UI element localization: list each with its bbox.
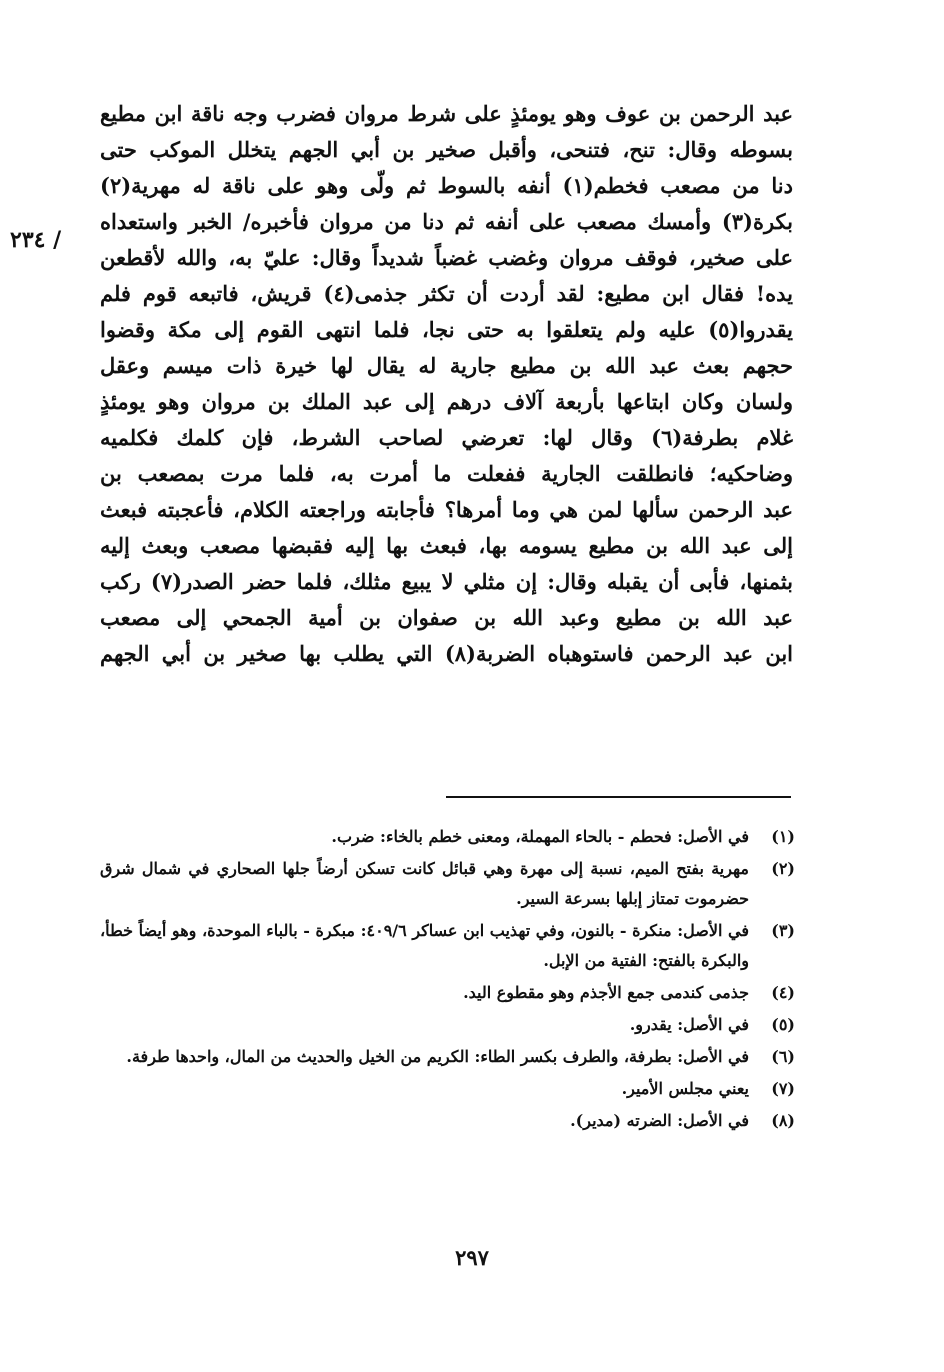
footnote-item (100, 1042, 795, 1072)
footnote-text: في الأصل: فحطم - بالحاء المهملة، ومعنى خطم بالخاء: ضرب. (331, 827, 749, 846)
footnote-item (100, 916, 795, 976)
text-line: بكرة(٣) وأمسك مصعب على أنفه ثم دنا من مروان فأخبره/ الخبر واستعداه (100, 209, 793, 234)
text-line: غلام بطرفة(٦) وقال لها: تعرضي لصاحب الشرط، فإن كلمك فكلميه (100, 425, 793, 450)
footnote-item (100, 822, 795, 852)
text-line: بثمنها، فأبى أن يقبله وقال: إن مثلي لا يبيع مثلك، فلما حضر الصدر(٧) ركب (100, 569, 793, 594)
footnote-item (100, 1074, 795, 1104)
text-line: ابن عبد الرحمن فاستوهباه الضربة(٨) التي يطلب بها صخير بن أبي الجهم (100, 641, 793, 666)
footnote-text: يعني مجلس الأمير. (621, 1079, 749, 1098)
footnote-number: (٨) (771, 1111, 795, 1130)
footnote-item (100, 854, 795, 914)
margin-page-reference: / ٢٣٤ (10, 227, 62, 253)
text-line: على صخير، فوقف مروان وغضب غضباً شديداً وقال: عليّ به، والله لأقطعن (100, 245, 793, 270)
footnote-number: (٢) (771, 859, 795, 878)
footnote-number: (٥) (771, 1015, 795, 1034)
footnote-divider (446, 796, 791, 798)
footnote-number: (٣) (771, 921, 795, 940)
text-line: دنا من مصعب فخطم(١) أنفه بالسوط ثم ولّى وهو على ناقة له مهرية(٢) (100, 173, 793, 198)
text-line: حجهم بعث عبد الله بن مطيع جارية له يقال لها خيرة ذات ميسم وعقل (100, 353, 793, 378)
page-number: ٢٩٧ (455, 1245, 489, 1270)
text-line: إلى عبد الله بن مطيع يسومه بها، فبعث بها إليه فقبضها مصعب وبعث إليه (100, 533, 793, 558)
footnote-item (100, 1010, 795, 1040)
text-line: يقدروا(٥) عليه ولم يتعلقوا به حتى نجا، فلما انتهى القوم إلى مكة وقضوا (100, 317, 793, 342)
footnote-item (100, 1106, 795, 1136)
footnote-number: (٦) (771, 1047, 795, 1066)
text-line: يده! فقال ابن مطيع: لقد أردت أن تكثر جذمى(٤) قريش، فاتبعه قوم فلم (100, 281, 793, 306)
footnote-number: (٤) (771, 983, 795, 1002)
text-line: عبد الله بن مطيع وعبد الله بن صفوان بن أمية الجمحي إلى مصعب (100, 605, 793, 630)
footnotes-block (100, 822, 795, 1138)
footnote-text: جذمى كندمى جمع الأجذم وهو مقطوع اليد. (463, 983, 749, 1002)
text-line: وضاحكيه؛ فانطلقت الجارية ففعلت ما أمرت به، فلما مرت بمصعب بن (100, 461, 793, 486)
footnote-text: في الأصل: الضرته (مدير). (570, 1111, 749, 1130)
main-text-block (100, 96, 793, 672)
text-line: بسوطه وقال: تنح، فتنحى، وأقبل صخير بن أبي الجهم يتخلل الموكب حتى (100, 137, 793, 162)
text-line: عبد الرحمن سألها لمن هي وما أمرها؟ فأجابته وراجعته الكلام، فأعجبته فبعث (100, 497, 793, 522)
footnote-number: (١) (771, 827, 795, 846)
text-line: عبد الرحمن بن عوف وهو يومئذٍ على شرط مروان فضرب وجه ناقة ابن مطيع (100, 101, 793, 126)
footnote-text: في الأصل: بطرفة، والطرف بكسر الطاء: الكريم من الخيل والحديث من المال، واحدها طرفة. (126, 1047, 749, 1066)
footnote-item (100, 978, 795, 1008)
footnote-text: في الأصل: منكرة - بالنون، وفي تهذيب ابن عساكر ٤٠٩/٦: مبكرة - بالباء الموحدة، وهو أيضاً خطأ، والبكرة بالفتح: الفتية من الإبل. (100, 921, 749, 970)
footnote-number: (٧) (771, 1079, 795, 1098)
text-line: ولسان وكان ابتاعها بأربعة آلاف درهم إلى عبد الملك بن مروان وهو يومئذٍ (100, 389, 793, 414)
footnote-text: مهرية بفتح الميم، نسبة إلى مهرة وهي قبائل كانت تسكن أرضاً جلها الصحاري في شمال شرق حضرموت تمتاز إبلها بسرعة السير. (100, 859, 750, 908)
footnote-text: في الأصل: يقدرو. (629, 1015, 749, 1034)
